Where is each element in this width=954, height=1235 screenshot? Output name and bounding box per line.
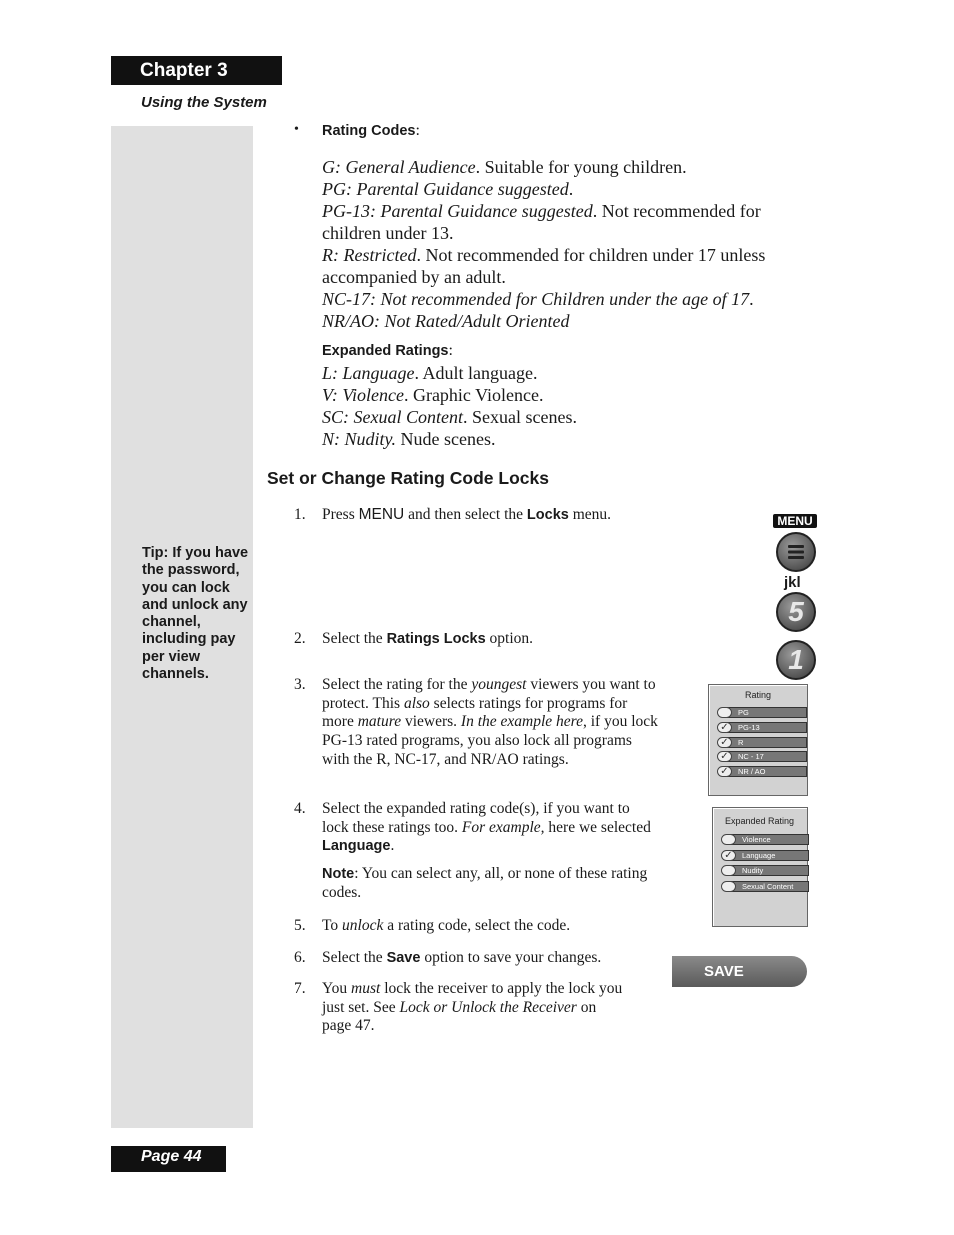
section-title: Using the System	[141, 94, 267, 111]
expanded-option[interactable]	[721, 850, 809, 861]
rating-g: G: General Audience. Suitable for young children.	[322, 157, 687, 177]
step-4: Select the expanded rating code(s), if you want to lock these ratings too. For example, here we selected Language. Note: You can select any, all, or none of these rating codes.	[322, 800, 651, 901]
five-button[interactable]: 5	[776, 592, 816, 632]
expanded-ratings-list	[322, 362, 577, 450]
step-6: Select the Save option to save your changes.	[322, 949, 602, 966]
expanded-ratings-heading: Expanded Ratings:	[322, 342, 453, 359]
step-5: To unlock a rating code, select the code.	[322, 917, 571, 934]
expanded-panel-title: Expanded Rating	[725, 816, 795, 826]
step-number: 6.	[294, 949, 306, 966]
rating-option-label: R	[727, 737, 807, 748]
rating-option[interactable]	[717, 722, 807, 733]
checkbox-icon[interactable]	[717, 707, 732, 718]
step-number: 7.	[294, 980, 306, 997]
rating-option[interactable]	[717, 751, 807, 762]
section-heading: Set or Change Rating Code Locks	[267, 468, 549, 488]
rating-option[interactable]	[717, 707, 807, 718]
step-7: You must lock the receiver to apply the lock you just set. See Lock or Unlock the Receiver on page 47.	[322, 980, 623, 1035]
expanded-option-label: Violence	[731, 834, 809, 845]
step-number: 5.	[294, 917, 306, 934]
checkmark-icon[interactable]: ✓	[717, 722, 732, 733]
rating-option[interactable]	[717, 737, 807, 748]
rating-pg: PG: Parental Guidance suggested.	[322, 179, 574, 199]
tip-text: Tip: If you have the password, you can lock and unlock any channel, including pay per view channels.	[142, 545, 249, 683]
step-3: Select the rating for the youngest viewers you want to protect. This also selects ratings for programs for more mature viewers. In the example here, if you lock PG-13 rated programs, you also lock all programs with the R, NC-17, and NR/AO ratings.	[322, 676, 658, 768]
checkmark-icon[interactable]: ✓	[717, 751, 732, 762]
expanded-option-label: Language	[731, 850, 809, 861]
bullet: •	[294, 122, 299, 137]
expanded-l: L: Language. Adult language.	[322, 363, 538, 383]
checkmark-icon[interactable]: ✓	[717, 737, 732, 748]
expanded-option-label: Sexual Content	[731, 881, 809, 892]
step-number: 2.	[294, 630, 306, 647]
note-label: Note	[322, 866, 355, 883]
expanded-option-label: Nudity	[731, 865, 809, 876]
rating-option-label: NR / AO	[727, 766, 807, 777]
rating-panel	[708, 684, 808, 796]
expanded-n: N: Nudity. Nude scenes.	[322, 429, 496, 449]
expanded-v: V: Violence. Graphic Violence.	[322, 385, 544, 405]
rating-codes-list	[322, 156, 802, 332]
rating-nc17: NC-17: Not recommended for Children under the age of 17.	[322, 289, 754, 309]
rating-pg13-cont: children under 13.	[322, 223, 454, 243]
checkmark-icon[interactable]: ✓	[721, 850, 736, 861]
menu-button[interactable]	[776, 532, 816, 572]
expanded-sc: SC: Sexual Content. Sexual scenes.	[322, 407, 577, 427]
rating-codes-heading: Rating Codes:	[322, 122, 420, 139]
rating-option-label: NC - 17	[727, 751, 807, 762]
checkbox-icon[interactable]	[721, 834, 736, 845]
save-button[interactable]: SAVE	[672, 956, 807, 987]
step-2: Select the Ratings Locks option.	[322, 630, 534, 647]
rating-pg13: PG-13: Parental Guidance suggested. Not recommended for	[322, 201, 761, 221]
jkl-label: jkl	[784, 574, 801, 591]
menu-label-tag: MENU	[773, 514, 817, 528]
rating-r: R: Restricted. Not recommended for children under 17 unless	[322, 245, 766, 265]
chapter-label: Chapter 3	[111, 56, 282, 85]
step-number: 4.	[294, 800, 306, 817]
expanded-rating-panel	[712, 807, 808, 927]
rating-panel-title: Rating	[744, 690, 771, 700]
step-1: Press MENU and then select the Locks menu.	[322, 506, 612, 523]
checkmark-icon[interactable]: ✓	[717, 766, 732, 777]
expanded-option[interactable]	[721, 865, 809, 876]
page-number: Page 44	[111, 1146, 226, 1172]
rating-nrao: NR/AO: Not Rated/Adult Oriented	[322, 311, 570, 331]
expanded-option[interactable]	[721, 881, 809, 892]
menu-lines-icon	[778, 534, 814, 570]
expanded-option[interactable]	[721, 834, 809, 845]
rating-option[interactable]	[717, 766, 807, 777]
step-number: 3.	[294, 676, 306, 693]
one-button[interactable]: 1	[776, 640, 816, 680]
rating-option-label: PG-13	[727, 722, 807, 733]
rating-r-cont: accompanied by an adult.	[322, 267, 506, 287]
rating-option-label: PG	[727, 707, 807, 718]
checkbox-icon[interactable]	[721, 881, 736, 892]
step-number: 1.	[294, 506, 306, 523]
checkbox-icon[interactable]	[721, 865, 736, 876]
